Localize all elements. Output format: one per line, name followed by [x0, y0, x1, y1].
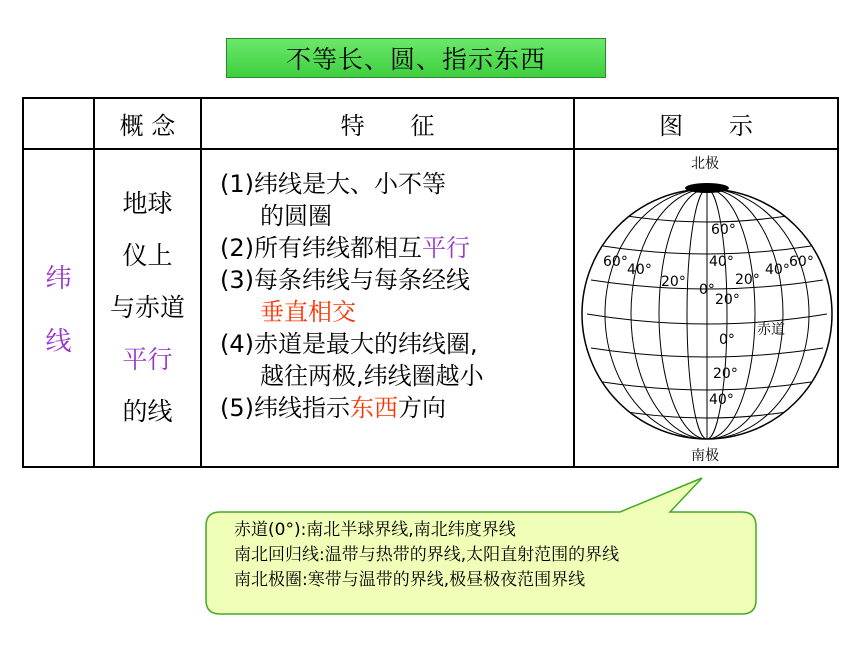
feature-3-highlight: 垂直相交 [260, 298, 356, 326]
equator-label: 赤道 [757, 322, 785, 338]
header-diagram: 图 示 [574, 98, 838, 149]
feature-5-tail: 方向 [398, 394, 446, 422]
lon-label-w60: 60° [603, 254, 628, 270]
south-pole-label: 南极 [691, 448, 719, 464]
feature-1: (1)纬线是大、小不等 [220, 170, 446, 198]
feature-5-highlight: 东西 [350, 394, 398, 422]
table-header-row [23, 98, 838, 149]
lon-label-e60: 60° [789, 254, 814, 270]
lon-label-w40: 40° [627, 262, 652, 278]
note-line: 赤道(0°):南北半球界线,南北纬度界线 [234, 520, 516, 540]
feature-3: (3)每条纬线与每条经线 [220, 266, 470, 294]
feature-2-highlight: 平行 [422, 234, 470, 262]
latitude-table [22, 97, 839, 468]
north-pole-cap [685, 183, 729, 193]
table-row-latitude [23, 149, 838, 467]
feature-4-cont: 越往两极,纬线圈越小 [260, 362, 484, 390]
lat-label-s20: 20° [713, 366, 738, 382]
note-bubble [204, 476, 760, 618]
title-text: 不等长、圆、指示东西 [285, 45, 546, 74]
concept-line: 的线 [122, 397, 173, 426]
side-label-char: 线 [45, 327, 72, 357]
lat-label-n20: 20° [715, 292, 740, 308]
title-box [226, 38, 606, 78]
note-line: 南北回归线:温带与热带的界线,太阳直射范围的界线 [234, 545, 620, 565]
header-feature: 特 征 [201, 98, 574, 149]
feature-4: (4)赤道是最大的纬线圈, [220, 330, 478, 358]
concept-line: 与赤道 [109, 293, 185, 322]
lon-label-m0: 0° [699, 282, 715, 298]
lon-label-e20: 20° [735, 272, 760, 288]
side-label [23, 149, 94, 467]
feature-5 [220, 392, 573, 424]
feature-5-text: (5)纬线指示 [220, 394, 350, 422]
note-text [234, 518, 619, 593]
lat-label-n40: 40° [709, 254, 734, 270]
concept-line: 地球 [122, 189, 173, 218]
side-label-char: 纬 [45, 264, 72, 294]
header-concept: 概 念 [94, 98, 201, 149]
north-pole-label: 北极 [691, 156, 719, 172]
lat-label-n60: 60° [711, 222, 736, 238]
note-line: 南北极圈:寒带与温带的界线,极昼极夜范围界线 [234, 570, 586, 590]
diagram-cell [574, 149, 838, 467]
feature-1-cont: 的圆圈 [260, 202, 332, 230]
concept-line: 仪上 [122, 241, 173, 270]
feature-2 [220, 232, 573, 264]
concept-line-highlight: 平行 [122, 345, 173, 374]
feature-2-text: (2)所有纬线都相互 [220, 234, 422, 262]
lon-label-e40: 40° [765, 262, 790, 278]
globe-diagram [575, 150, 839, 466]
lon-label-w20: 20° [661, 274, 686, 290]
header-empty [23, 98, 94, 149]
features-cell [201, 149, 574, 467]
lat-label-s40: 40° [709, 392, 734, 408]
lat-label-eq0: 0° [719, 332, 735, 348]
concept-cell [94, 149, 201, 467]
